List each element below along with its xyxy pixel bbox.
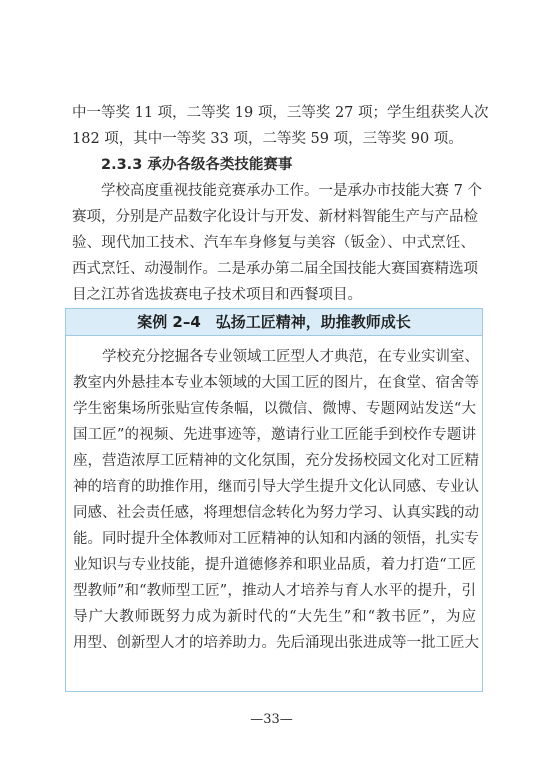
page-number: —33— [250,712,293,727]
case-line-8: 能。同时提升全体教师对工匠精神的认知和内涵的领悟，扎实专 [73,531,479,547]
case-line-7: 同感、社会责任感，将理想信念转化为努力学习、认真实践的动 [73,505,479,521]
case-line-1: 学校充分挖掘各专业领域工匠型人才典范，在专业实训室、 [102,349,479,365]
section-heading: 2.3.3 承办各级各类技能赛事 [101,157,293,173]
case-title: 案例 2–4 弘扬工匠精神，助推教师成长 [137,313,411,331]
case-line-6: 神的培育的助推作用，继而引导大学生提升文化认同感、专业认 [73,479,479,495]
case-box [65,308,483,692]
intro-line-1: 中一等奖 11 项，二等奖 19 项，三等奖 27 项；学生组获奖人次 [72,105,489,121]
case-line-3: 学生密集场所张贴宣传条幅，以微信、微博、专题网站发送“大 [73,401,476,417]
case-line-2: 教室内外悬挂本专业本领域的大国工匠的图片，在食堂、宿舍等 [73,375,479,391]
case-line-5: 座，营造浓厚工匠精神的文化氛围，充分发扬校园文化对工匠精 [73,453,479,469]
case-line-10: 型教师”和“教师型工匠”，推动人才培养与育人水平的提升，引 [73,583,476,599]
case-line-4: 国工匠”的视频、先进事迹等，邀请行业工匠能手到校作专题讲 [73,427,476,443]
section-line-4: 西式烹饪、动漫制作。二是承办第二届全国技能大赛国赛精选项 [72,261,478,277]
case-line-9: 业知识与专业技能，提升道德修养和职业品质，着力打造“工匠 [73,557,476,573]
case-line-12: 用型、创新型人才的培养助力。先后涌现出张进成等一批工匠大 [73,635,479,651]
case-line-11: 导广大教师既努力成为新时代的“大先生”和“教书匠”，为应 [73,609,476,625]
section-line-3: 验、现代加工技术、汽车车身修复与美容（钣金）、中式烹饪、 [72,235,475,251]
case-header [66,309,482,336]
section-line-5: 目之江苏省选拔赛电子技术项目和西餐项目。 [72,287,362,303]
section-line-2: 赛项，分别是产品数字化设计与开发、新材料智能生产与产品检 [72,209,478,225]
intro-line-2: 182 项，其中一等奖 33 项，二等奖 59 项，三等奖 90 项。 [72,131,463,147]
section-line-1: 学校高度重视技能竞赛承办工作。一是承办市技能大赛 7 个 [101,183,482,199]
